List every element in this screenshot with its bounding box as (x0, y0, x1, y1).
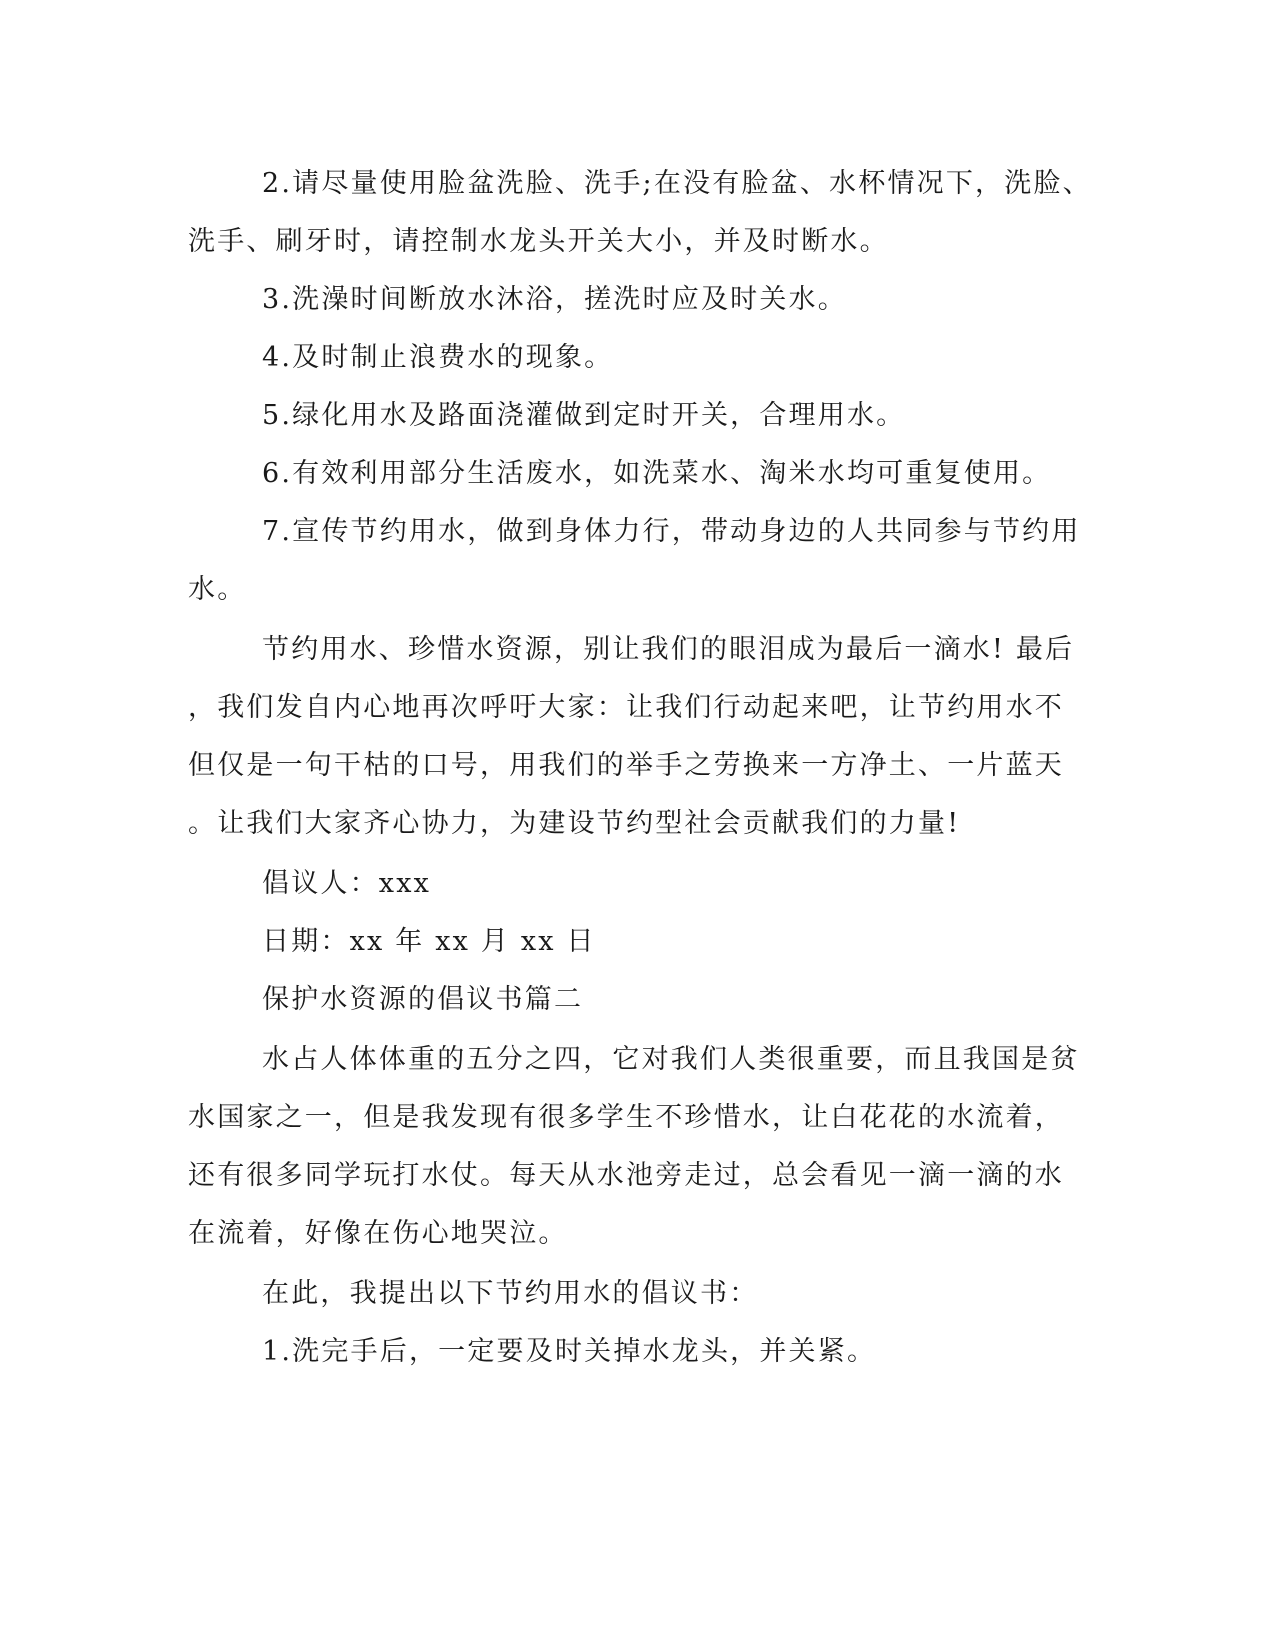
text-line-tip-6: 6.有效利用部分生活废水，如洗菜水、淘米水均可重复使用。 (262, 458, 1052, 489)
text-line-intro-1: 水占人体体重的五分之四，它对我们人类很重要，而且我国是贫 (262, 1044, 1080, 1075)
text-line-conclusion-2: ，我们发自内心地再次呼吁大家：让我们行动起来吧，让节约用水不 (188, 692, 1064, 723)
text-line-intro-4: 在流着，好像在伤心地哭泣。 (188, 1218, 568, 1249)
text-line-intro-2: 水国家之一，但是我发现有很多学生不珍惜水，让白花花的水流着， (188, 1102, 1064, 1133)
text-line-tip-2b: 洗手、刷牙时，请控制水龙头开关大小，并及时断水。 (188, 226, 889, 257)
text-line-conclusion-1: 节约用水、珍惜水资源，别让我们的眼泪成为最后一滴水! 最后 (262, 634, 1075, 665)
text-line-tip-4: 4.及时制止浪费水的现象。 (262, 342, 614, 373)
text-line-proposal-intro: 在此，我提出以下节约用水的倡议书： (262, 1278, 759, 1309)
text-line-tip-2a: 2.请尽量使用脸盆洗脸、洗手;在没有脸盆、水杯情况下，洗脸、 (262, 168, 1092, 199)
section-heading-part-two: 保护水资源的倡议书篇二 (262, 984, 584, 1015)
text-line-conclusion-4: 。让我们大家齐心协力，为建设节约型社会贡献我们的力量! (188, 808, 961, 839)
text-line-tip-3: 3.洗澡时间断放水沐浴，搓洗时应及时关水。 (262, 284, 847, 315)
text-line-conclusion-3: 但仅是一句干枯的口号，用我们的举手之劳换来一方净土、一片蓝天 (188, 750, 1064, 781)
text-line-tip-7a: 7.宣传节约用水，做到身体力行，带动身边的人共同参与节约用 (262, 516, 1081, 547)
proposer-line: 倡议人：xxx (262, 868, 432, 899)
text-line-intro-3: 还有很多同学玩打水仗。每天从水池旁走过，总会看见一滴一滴的水 (188, 1160, 1064, 1191)
date-line: 日期：xx 年 xx 月 xx 日 (262, 926, 596, 957)
text-line-tip-5: 5.绿化用水及路面浇灌做到定时开关，合理用水。 (262, 400, 906, 431)
text-line-tip-7b: 水。 (188, 574, 247, 605)
text-line-proposal-1: 1.洗完手后，一定要及时关掉水龙头，并关紧。 (262, 1336, 877, 1367)
